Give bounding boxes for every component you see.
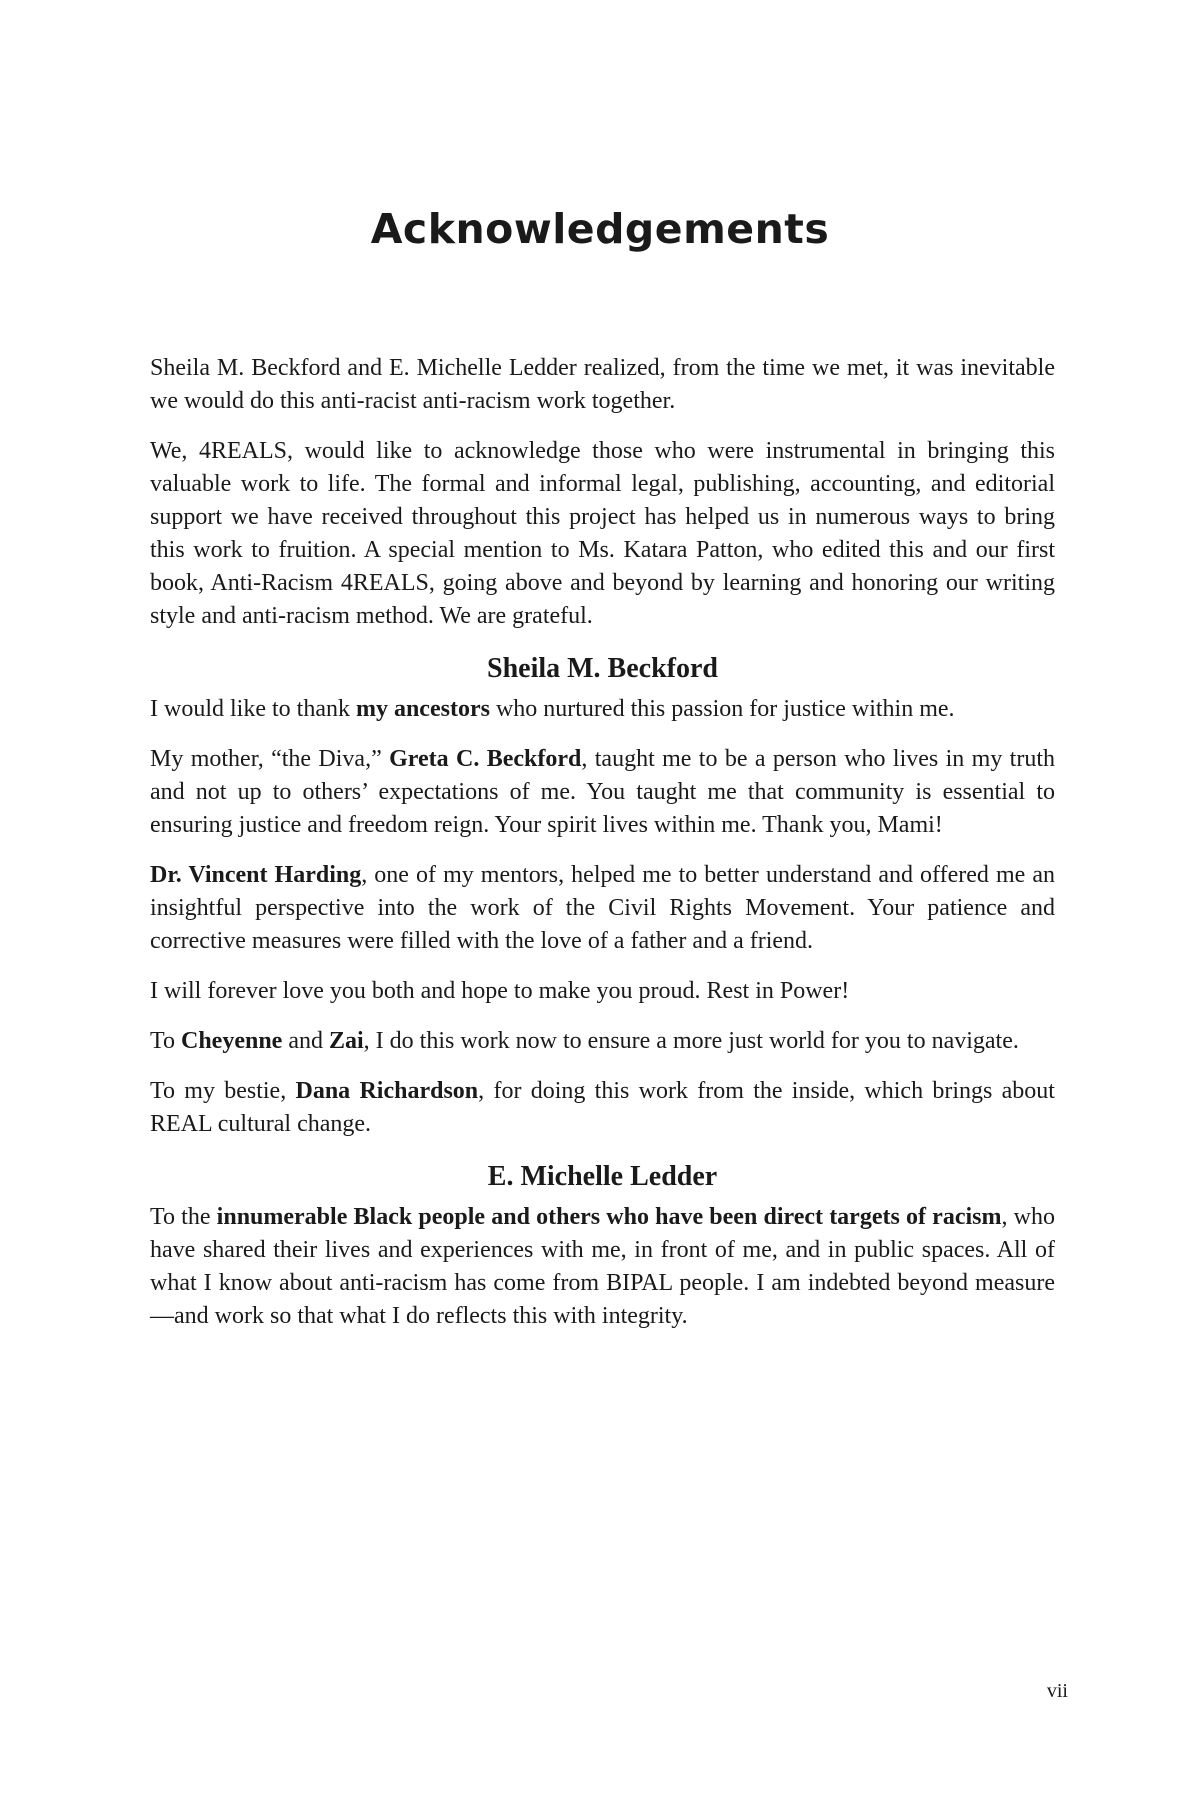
text-run: To the — [150, 1204, 217, 1230]
bold-name: Greta C. Beckford — [389, 746, 582, 772]
text-run: , taught me to be a person who lives in my truth and not up to others’ expectations of me. You taught me that community is essential to ensuring justice and freedom reign. Your spirit lives within me. Thank you, Mami! — [150, 746, 1056, 838]
page-number: vii — [1046, 1680, 1068, 1702]
text-run: My mother, “the Diva,” — [150, 746, 390, 772]
text-run: and — [282, 1028, 329, 1054]
text-run: who nurtured this passion for justice within me. — [489, 696, 955, 722]
bold-name: Zai — [328, 1028, 364, 1054]
text-run: , who have shared their lives and experiences with me, in front of me, and in public spaces. All of what I know about anti-racism has come from BIPAL people. I am indebted beyond measure—and work so that what I do reflects this with integrity. — [150, 1204, 1055, 1329]
bold-name: Cheyenne — [180, 1028, 283, 1054]
intro-paragraph-1: Sheila M. Beckford and E. Michelle Ledder realized, from the time we met, it was inevitable we would do this anti-racist anti-racism work together. — [150, 355, 1055, 414]
section-heading-sheila: Sheila M. Beckford — [487, 653, 718, 684]
bold-phrase: innumerable Black people and others who have been direct targets of racism — [216, 1204, 1002, 1230]
text-run: To my bestie, — [150, 1078, 296, 1104]
text-run: , one of my mentors, helped me to better understand and offered me an insightful perspective into the work of the Civil Rights Movement. Your patience and corrective measures were filled with the love of a father and a friend. — [150, 862, 1055, 954]
sheila-paragraph-6 — [150, 1075, 1055, 1141]
text-run: , I do this work now to ensure a more just world for you to navigate. — [363, 1028, 1019, 1054]
acknowledgements-body — [150, 352, 1055, 1350]
michelle-paragraph-1 — [150, 1201, 1055, 1333]
sheila-paragraph-3 — [150, 859, 1055, 958]
text-run: To — [150, 1028, 181, 1054]
text-run: , for doing this work from the inside, which brings about REAL cultural change. — [150, 1078, 1055, 1137]
page-title: Acknowledgements — [370, 205, 830, 253]
sheila-paragraph-5 — [150, 1025, 1055, 1058]
section-heading-michelle: E. Michelle Ledder — [487, 1161, 718, 1192]
bold-name: Dr. Vincent Harding — [150, 862, 362, 888]
bold-name: Dana Richardson — [295, 1078, 479, 1104]
sheila-paragraph-1 — [150, 693, 1055, 726]
bold-name: my ancestors — [355, 696, 490, 722]
intro-paragraph-2: We, 4REALS, would like to acknowledge those who were instrumental in bringing this valuable work to life. The formal and informal legal, publishing, accounting, and editorial support we have received throughout this project has helped us in numerous ways to bring this work to fruition. A special mention to Ms. Katara Patton, who edited this and our first book, Anti-Racism 4REALS, going above and beyond by learning and honoring our writing style and anti-racism method. We are grateful. — [150, 438, 1055, 629]
sheila-paragraph-4: I will forever love you both and hope to make you proud. Rest in Power! — [150, 978, 850, 1004]
text-run: I would like to thank — [150, 696, 356, 722]
sheila-paragraph-2 — [150, 743, 1055, 842]
